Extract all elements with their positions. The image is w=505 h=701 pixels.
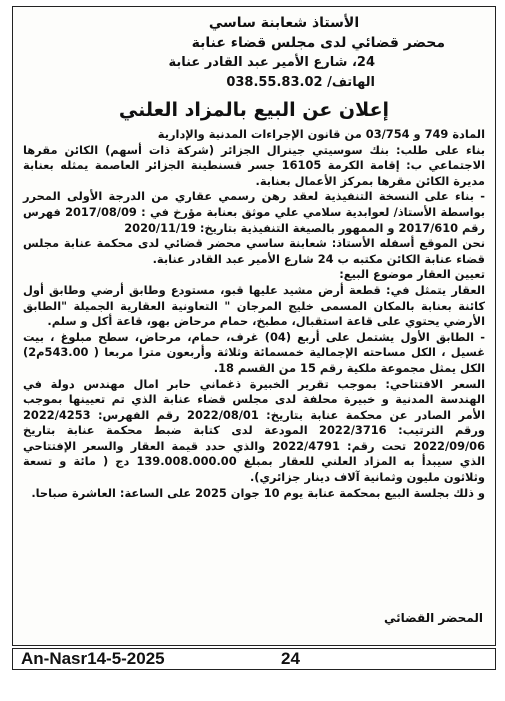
bailiff-court: محضر قضائي لدى مجلس قضاء عنابة	[191, 35, 445, 51]
phone-label: الهاتف/	[327, 75, 375, 90]
phone-number: 038.55.83.02	[226, 75, 323, 90]
mortgage-paragraph: - بناء على النسخة التنفيذية لعقد رهن رسمي عقاري من الدرجة الأولى المحرر بواسطة الأستاذ/ لعوابدية سلامي علي موثق بعنابة مؤرخ في : 2017/08/09 فهرس رقم 2017/610 و الممهور بالصيغة التنفيذية بتاريخ: 2020/11/19	[23, 189, 485, 235]
legal-notice	[12, 6, 496, 646]
requester-paragraph: بناء على طلب: بنك سوسيتي جينرال الجزائر (شركة ذات أسهم) الكائن مقرها الاجتماعي ب: إقامة الكرمة 16105 جسر قسنطينة الجزائر العاصمة يمثله بعنابة مديرة الكائن مقرها بمركز الأعمال بعنابة.	[23, 142, 485, 188]
bailiff-address: 24، شارع الأمير عبد القادر عنابة	[168, 55, 375, 70]
legal-reference: المادة 749 و 03/754 من قانون الإجراءات المدنية والإدارية	[157, 127, 485, 141]
auction-session-paragraph: و ذلك بجلسة البيع بمحكمة عنابة يوم 10 جوان 2025 على الساعة: العاشرة صباحا.	[31, 485, 485, 500]
property-heading: تعيين العقار موضوع البيع:	[339, 267, 485, 282]
signature: المحضر القضائي	[383, 611, 483, 625]
bailiff-phone	[23, 73, 375, 93]
page-number: 24	[281, 649, 300, 668]
notice-body	[23, 127, 485, 501]
page-footer	[12, 648, 496, 670]
first-floor-description: - الطابق الأول يشتمل على أربع (04) غرف، حمام، مرحاض، سطح مبلوغ ، بيت غسيل ، الكل مساحته الإجمالية خمسمائة وثلاثة وأربعون مترا مربعا ( 543.00م2) الكل يمثل مجموعة ملكية رقم 15 من القسم 18.	[23, 329, 485, 375]
opening-price-paragraph: السعر الافتتاحي: بموجب تقرير الخبيرة ذغماني حابر امال مهندس دولة في الهندسة المدنية و خبيرة محلفة لدى مجلس قضاء عنابة الذي تم تعيينها بموجب الأمر الصادر عن محكمة عنابة بتاريخ: 2022/08/01 رقم الفهرس: 2022/4253 ورقم الترتيب: 2022/3716 المودعة لدى كتابة ضبط محكمة عنابة بتاريخ 2022/09/06 تحت رقم: 2022/4791 والذي حدد قيمة العقار والسعر الإفتتاحي الذي سيبدأ به المزاد العلني للعقار بمبلغ 139.008.000.00 دج ( مائة و تسعة وثلاثون مليون وثمانية آلاف دينار جزائري).	[23, 376, 486, 485]
property-description: العقار يتمثل في: قطعة أرض مشيد عليها قبو، مستودع وطابق أرضي وطابق أول كائنة بعنابة بالمكان المسمى خليج المرجان " التعاونية العقارية الجميلة "الطابق الأرضي يحتوي على قاعة استقبال، مطبخ، حمام مرحاض بهو، قاعة أكل و سلم.	[23, 282, 485, 329]
notice-title: إعلان عن البيع بالمزاد العلني	[118, 99, 390, 121]
newspaper-source: An-Nasr14-5-2025	[21, 649, 165, 668]
bailiff-paragraph: نحن الموقع أسفله الأستاذ: شعابنة ساسي محضر قضائي لدى محكمة عنابة مجلس قضاء عنابة الكائن مكتبه ب 24 شارع الأمير عبد القادر عنابة.	[23, 236, 485, 266]
bailiff-name: الأستاذ شعابنة ساسي	[208, 15, 360, 31]
